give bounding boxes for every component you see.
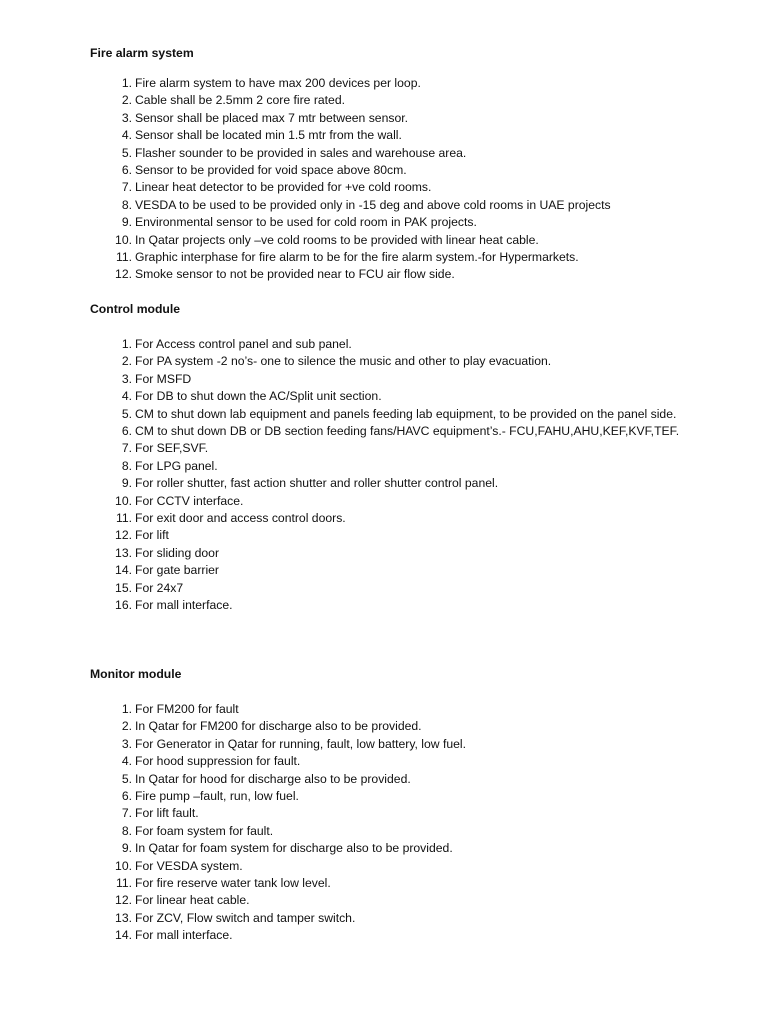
list-item [90, 371, 690, 388]
list-item-number: 11. [115, 250, 132, 265]
list-item-number: 8. [121, 458, 132, 473]
list-item-text: For roller shutter, fast action shutter and roller shutter control panel. [135, 476, 499, 491]
list-item-text: For lift fault. [135, 806, 199, 821]
list-item-text: For CCTV interface. [135, 493, 244, 508]
list-item-text: For LPG panel. [135, 458, 218, 473]
list-item-text: For Access control panel and sub panel. [135, 337, 352, 351]
list-item-number: 6. [121, 424, 132, 439]
list-item [90, 527, 690, 544]
list-item-text: In Qatar for FM200 for discharge also to be provided. [135, 719, 422, 734]
list-item-number: 7. [121, 441, 132, 456]
list-item-number: 5. [121, 771, 132, 786]
list-item [90, 840, 690, 857]
list-item-text: Sensor to be provided for void space above 80cm. [135, 163, 407, 178]
list-item [90, 753, 690, 770]
list-item-number: 9. [121, 841, 132, 856]
list-item [90, 75, 690, 92]
list-item [90, 597, 690, 614]
list-item [90, 771, 690, 788]
list-item-number: 7. [121, 180, 132, 195]
list-item-text: For Generator in Qatar for running, fault, low battery, low fuel. [135, 736, 467, 751]
list-item-text: Flasher sounder to be provided in sales and warehouse area. [135, 145, 467, 160]
list-item [90, 718, 690, 735]
list-item-text: For mall interface. [135, 598, 233, 613]
list-item-text: Linear heat detector to be provided for +ve cold rooms. [135, 180, 432, 195]
list-item [90, 736, 690, 753]
list-item [90, 910, 690, 927]
list-item [90, 562, 690, 579]
list-item [90, 92, 690, 109]
list-item [90, 336, 690, 353]
list-item-text: For foam system for fault. [135, 823, 274, 838]
list-item-number: 12. [115, 267, 132, 282]
list-item-text: For ZCV, Flow switch and tamper switch. [135, 910, 356, 925]
list-item-text: Fire alarm system to have max 200 devices per loop. [135, 76, 421, 90]
list-item-number: 13. [115, 910, 132, 925]
list-item-text: For PA system -2 no’s- one to silence the music and other to play evacuation. [135, 354, 552, 369]
list-item [90, 858, 690, 875]
list-item [90, 892, 690, 909]
list-item-text: For hood suppression for fault. [135, 754, 301, 769]
list-item-number: 7. [121, 806, 132, 821]
monitor-module-list [90, 701, 690, 945]
list-item-number: 9. [121, 476, 132, 491]
list-item-text: For lift [135, 528, 169, 543]
list-item-text: In Qatar for hood for discharge also to be provided. [135, 771, 411, 786]
list-item [90, 127, 690, 144]
list-item [90, 823, 690, 840]
list-item-number: 11. [115, 511, 132, 526]
list-item-text: For gate barrier [135, 563, 219, 578]
list-item-number: 5. [121, 145, 132, 160]
list-item [90, 493, 690, 510]
list-item-number: 16. [115, 598, 132, 613]
list-item [90, 197, 690, 214]
list-item-text: For FM200 for fault [135, 702, 239, 716]
section-heading: Fire alarm system [90, 46, 194, 60]
list-item [90, 510, 690, 527]
list-item-number: 8. [121, 823, 132, 838]
list-item-text: For SEF,SVF. [135, 441, 209, 456]
list-item-text: Cable shall be 2.5mm 2 core fire rated. [135, 93, 345, 108]
list-item-text: For exit door and access control doors. [135, 511, 346, 526]
list-item-text: For 24x7 [135, 580, 184, 595]
list-item-text: For MSFD [135, 371, 192, 386]
list-item [90, 110, 690, 127]
list-item [90, 701, 690, 718]
list-item-number: 11. [115, 876, 132, 891]
list-item [90, 875, 690, 892]
list-item-text: Graphic interphase for fire alarm to be for the fire alarm system.-for Hypermarkets. [135, 250, 579, 265]
list-item [90, 788, 690, 805]
list-item-text: For linear heat cable. [135, 893, 250, 908]
list-item [90, 580, 690, 597]
section-heading: Control module [90, 302, 181, 316]
list-item-number: 6. [121, 163, 132, 178]
section-heading: Monitor module [90, 667, 182, 681]
list-item-number: 3. [121, 736, 132, 751]
list-item-number: 4. [121, 754, 132, 769]
list-item [90, 388, 690, 405]
list-item-number: 2. [121, 719, 132, 734]
list-item [90, 458, 690, 475]
list-item-number: 8. [121, 197, 132, 212]
list-item [90, 232, 690, 249]
list-item-number: 12. [115, 528, 132, 543]
list-item [90, 214, 690, 231]
list-item-number: 2. [121, 93, 132, 108]
list-item-number: 14. [115, 563, 132, 578]
list-item-number: 1. [121, 337, 132, 351]
list-item [90, 440, 690, 457]
list-item [90, 927, 690, 944]
list-item-number: 14. [115, 928, 132, 943]
list-item-number: 3. [121, 371, 132, 386]
control-module-list [90, 336, 690, 615]
list-item-number: 5. [121, 406, 132, 421]
list-item-number: 9. [121, 215, 132, 230]
list-item-text: Sensor shall be placed max 7 mtr between sensor. [135, 110, 409, 125]
list-item-text: Sensor shall be located min 1.5 mtr from the wall. [135, 128, 402, 143]
list-item-text: CM to shut down lab equipment and panels feeding lab equipment, to be provided on the panel side. [135, 406, 677, 421]
list-item-number: 10. [115, 858, 132, 873]
fire-alarm-list [90, 75, 690, 284]
list-item [90, 406, 690, 423]
list-item-text: Smoke sensor to not be provided near to FCU air flow side. [135, 267, 455, 282]
list-item [90, 162, 690, 179]
list-item-text: For DB to shut down the AC/Split unit section. [135, 389, 382, 404]
list-item-number: 1. [121, 76, 132, 90]
list-item [90, 145, 690, 162]
list-item [90, 266, 690, 283]
list-item-text: CM to shut down DB or DB section feeding fans/HAVC equipment’s.- FCU,FAHU,AHU,KEF,KVF,TEF. [135, 424, 680, 439]
list-item [90, 545, 690, 562]
list-item-text: For VESDA system. [135, 858, 243, 873]
list-item [90, 475, 690, 492]
list-item-text: For fire reserve water tank low level. [135, 876, 331, 891]
list-item [90, 249, 690, 266]
list-item-number: 3. [121, 110, 132, 125]
list-item-text: In Qatar for foam system for discharge also to be provided. [135, 841, 453, 856]
list-item-number: 6. [121, 789, 132, 804]
list-item-text: In Qatar projects only –ve cold rooms to be provided with linear heat cable. [135, 232, 539, 247]
list-item [90, 805, 690, 822]
list-item-number: 2. [121, 354, 132, 369]
list-item-number: 10. [115, 232, 132, 247]
list-item-number: 10. [115, 493, 132, 508]
list-item [90, 179, 690, 196]
list-item-number: 12. [115, 893, 132, 908]
list-item-number: 1. [121, 702, 132, 716]
list-item-number: 15. [115, 580, 132, 595]
list-item [90, 353, 690, 370]
list-item-text: For sliding door [135, 545, 219, 560]
list-item-text: Environmental sensor to be used for cold room in PAK projects. [135, 215, 477, 230]
list-item [90, 423, 690, 440]
list-item-number: 13. [115, 545, 132, 560]
list-item-number: 4. [121, 389, 132, 404]
list-item-text: For mall interface. [135, 928, 233, 943]
list-item-text: Fire pump –fault, run, low fuel. [135, 789, 299, 804]
list-item-number: 4. [121, 128, 132, 143]
list-item-text: VESDA to be used to be provided only in -15 deg and above cold rooms in UAE projects [135, 197, 611, 212]
